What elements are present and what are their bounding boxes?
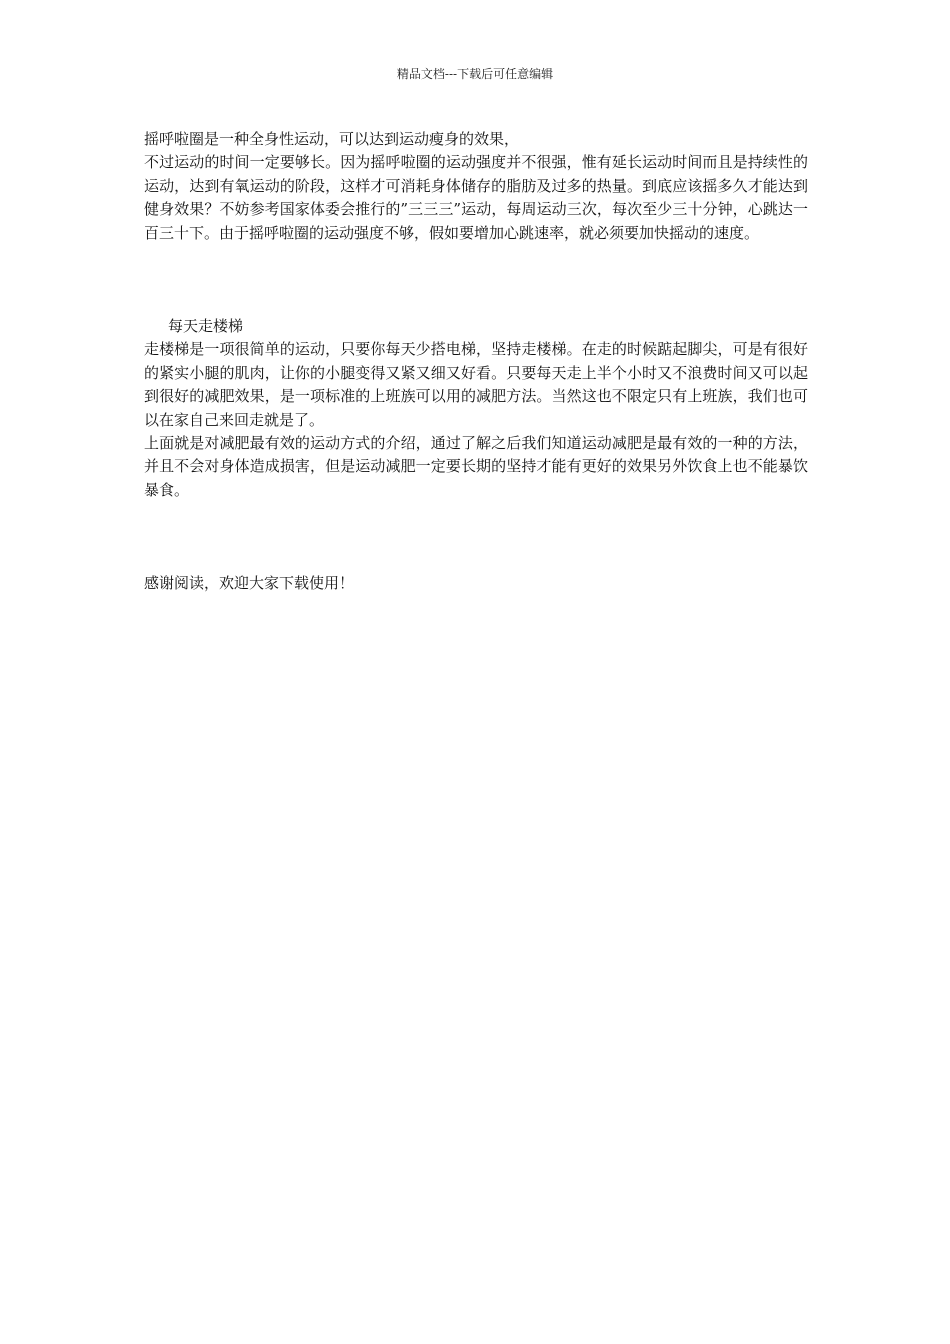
document-body xyxy=(144,128,808,596)
page-header: 精品文档---下载后可任意编辑 xyxy=(396,67,554,81)
hula-hoop-intro-line: 摇呼啦圈是一种全身性运动，可以达到运动瘦身的效果， xyxy=(144,130,520,148)
blank-space-2 xyxy=(144,502,808,572)
conclusion-paragraph: 上面就是对减肥最有效的运动方式的介绍，通过了解之后我们知道运动减肥是最有效的一种的方法，并且不会对身体造成损害，但是运动减肥一定要长期的坚持才能有更好的效果另外饮食上也不能暴饮暴食。 xyxy=(144,434,808,499)
stairs-paragraph: 走楼梯是一项很简单的运动，只要你每天少搭电梯，坚持走楼梯。在走的时候踮起脚尖，可是有很好的紧实小腿的肌肉，让你的小腿变得又紧又细又好看。只要每天走上半个小时又不浪费时间又可以起到很好的减肥效果，是一项标准的上班族可以用的减肥方法。当然这也不限定只有上班族，我们也可以在家自己来回走就是了。 xyxy=(144,340,808,429)
thanks-line: 感谢阅读，欢迎大家下载使用！ xyxy=(144,574,355,593)
hula-hoop-paragraph: 不过运动的时间一定要够长。因为摇呼啦圈的运动强度并不很强，惟有延长运动时间而且是持续性的运动，达到有氧运动的阶段，这样才可消耗身体储存的脂肪及过多的热量。到底应该摇多久才能达到健身效果？不妨参考国家体委会推行的”三三三”运动，每周运动三次，每次至少三十分钟，心跳达一百三十下。由于摇呼啦圈的运动强度不够，假如要增加心跳速率，就必须要加快摇动的速度。 xyxy=(144,153,808,242)
stairs-heading: 每天走楼梯 xyxy=(168,317,244,336)
blank-space xyxy=(144,245,808,315)
